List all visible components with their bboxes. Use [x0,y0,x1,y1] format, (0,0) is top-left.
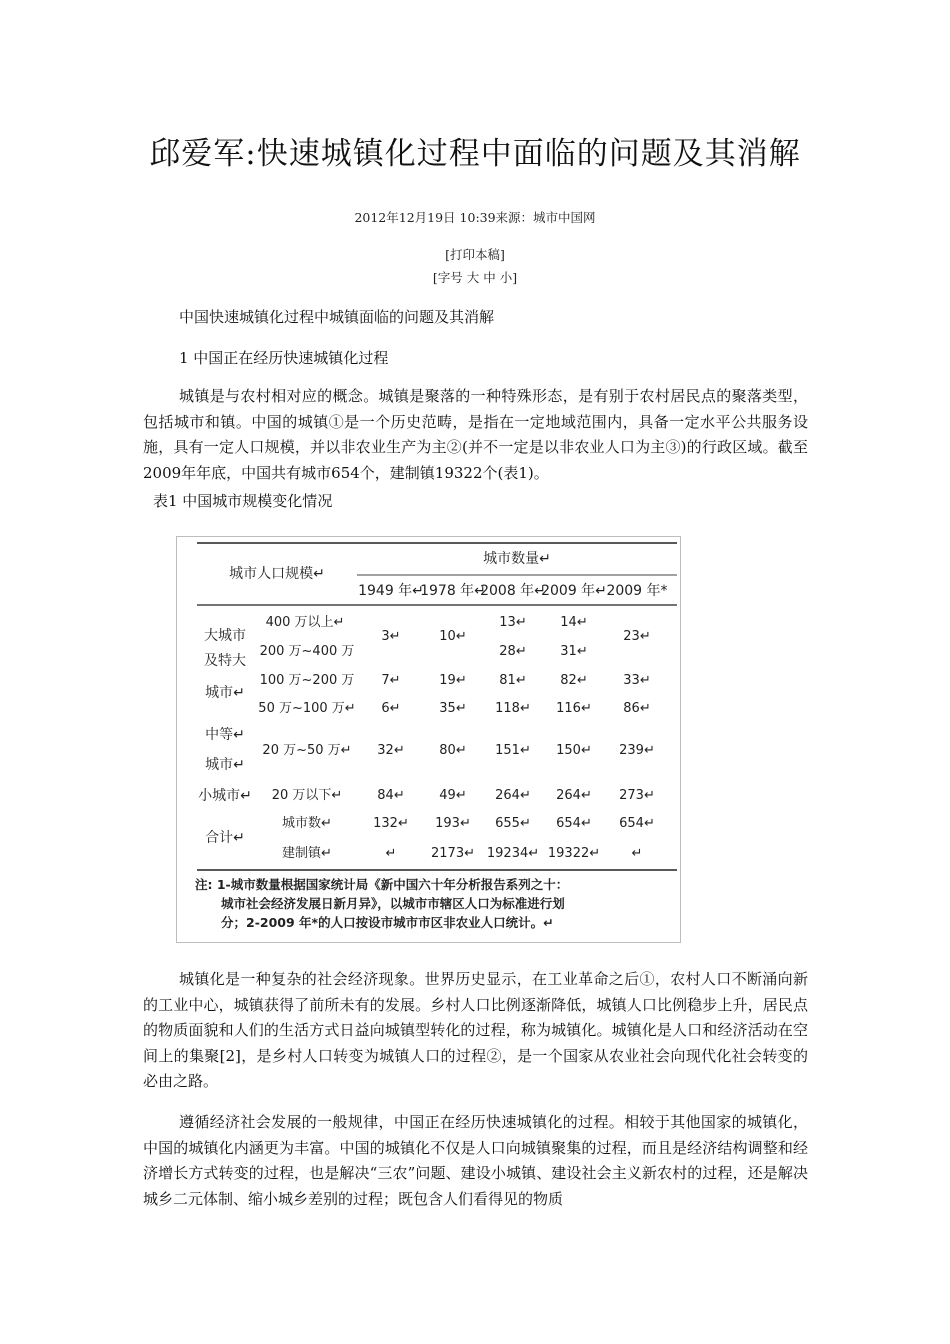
cell-value: ↵ [385,846,397,861]
font-size-label: [字号 [432,270,463,285]
header-count: 城市数量↵ [483,551,551,567]
font-size-large-link[interactable]: 大 [466,270,480,285]
year-1949: 1949 年↵ [358,583,424,599]
cell-value: 14↵ [560,615,588,630]
cell-value: 23↵ [623,629,651,644]
cell-value: 239↵ [619,743,655,758]
cell-value: 19322↵ [547,846,601,861]
row-label: 50 万~100 万↵ [258,701,356,716]
header-scale: 城市人口规模↵ [229,566,325,582]
table-note-line1: 注: 1-城市数量根据国家统计局《新中国六十年分析报告系列之十： [195,877,569,892]
cell-value: 10↵ [439,629,467,644]
cell-value: 264↵ [556,788,592,803]
paragraph-2: 城镇化是一种复杂的社会经济现象。世界历史显示，在工业革命之后①，农村人口不断涌向新的工业中心，城镇获得了前所未有的发展。乡村人口比例逐渐降低，城镇人口比例稳步上升，居民点的物质面貌和人们的生活方式日益向城镇型转化的过程，称为城镇化。城镇化是人口和经济活动在空间上的集聚[2]，是乡村人口转变为城镇人口的过程②，是一个国家从农业社会向现代化社会转变的必由之路。 [143,970,808,1090]
font-size-controls [0,268,950,286]
article-meta: 2012年12月19日 10:39来源：城市中国网 [354,210,596,225]
cell-value: 28↵ [499,644,527,659]
row-label: 20 万~50 万↵ [262,743,352,758]
cell-value: 81↵ [499,673,527,688]
city-scale-table [177,537,680,942]
row-label: 100 万~200 万 [259,673,355,688]
cell-value: 35↵ [439,701,467,716]
table-image [176,536,681,943]
table-note-line3: 分；2-2009 年*的人口按设市城市市区非农业人口统计。↵ [221,915,554,930]
print-link[interactable]: [打印本稿] [445,247,505,262]
cell-value: 32↵ [377,743,405,758]
cell-value: 654↵ [619,816,655,831]
cell-value: ↵ [631,846,643,861]
cell-value: 86↵ [623,701,651,716]
row-label: 400 万以上↵ [265,615,345,630]
cell-value: 80↵ [439,743,467,758]
group-medium-line2: 城市↵ [205,757,245,773]
cell-value: 193↵ [435,816,471,831]
cell-value: 116↵ [556,701,592,716]
cell-value: 19↵ [439,673,467,688]
cell-value: 82↵ [560,673,588,688]
cell-value: 3↵ [381,629,401,644]
cell-value: 13↵ [499,615,527,630]
cell-value: 19234↵ [486,846,540,861]
cell-value: 655↵ [495,816,531,831]
cell-value: 49↵ [439,788,467,803]
cell-value: 118↵ [495,701,531,716]
cell-value: 150↵ [556,743,592,758]
cell-value: 31↵ [560,644,588,659]
group-medium-line1: 中等↵ [205,727,245,743]
font-size-small-link[interactable]: 小] [499,270,518,285]
article-subtitle: 中国快速城镇化过程中城镇面临的问题及其消解 [179,308,495,326]
year-2009: 2009 年↵ [541,583,607,599]
paragraph-3: 遵循经济社会发展的一般规律，中国正在经历快速城镇化的过程。相较于其他国家的城镇化，中国的城镇化内涵更为丰富。中国的城镇化不仅是人口向城镇聚集的过程，而且是经济结构调整和经济增长方式转变的过程，也是解决“三农”问题、建设小城镇、建设社会主义新农村的过程，还是解决城乡二元体制、缩小城乡差别的过程；既包含人们看得见的物质 [143,1113,808,1208]
cell-value: 33↵ [623,673,651,688]
group-large-line2: 及特大 [204,653,246,669]
group-small: 小城市↵ [198,788,252,804]
table-caption: 表1 中国城市规模变化情况 [153,492,333,510]
year-1978: 1978 年↵ [420,583,486,599]
row-label: 建制镇↵ [282,846,332,861]
row-label: 城市数↵ [282,816,332,831]
font-size-medium-link[interactable]: 中 [483,270,496,285]
article-title: 邱爱军:快速城镇化过程中面临的问题及其消解 [149,136,801,172]
year-2009-star: 2009 年* [606,583,668,599]
table-note-line2: 城市社会经济发展日新月异》，以城市市辖区人口为标准进行划 [221,896,565,911]
paragraph-1: 城镇是与农村相对应的概念。城镇是聚落的一种特殊形态，是有别于农村居民点的聚落类型，包括城市和镇。中国的城镇①是一个历史范畴，是指在一定地域范围内，具备一定水平公共服务设施，具有一定人口规模，并以非农业生产为主②(并不一定是以非农业人口为主③)的行政区域。截至2009年年底，中国共有城市654个，建制镇19322个(表1)。 [143,387,808,482]
section-heading: 1 中国正在经历快速城镇化过程 [179,349,389,367]
year-2008: 2008 年↵ [480,583,546,599]
group-total: 合计↵ [205,830,245,846]
cell-value: 6↵ [381,701,401,716]
cell-value: 151↵ [495,743,531,758]
cell-value: 654↵ [556,816,592,831]
row-label: 20 万以下↵ [271,788,343,803]
cell-value: 132↵ [373,816,409,831]
group-large-line3: 城市↵ [205,685,245,701]
row-label: 200 万~400 万 [259,644,355,659]
cell-value: 264↵ [495,788,531,803]
cell-value: 273↵ [619,788,655,803]
cell-value: 84↵ [377,788,405,803]
cell-value: 7↵ [381,673,401,688]
cell-value: 2173↵ [431,846,475,861]
group-large-line1: 大城市 [204,628,246,644]
